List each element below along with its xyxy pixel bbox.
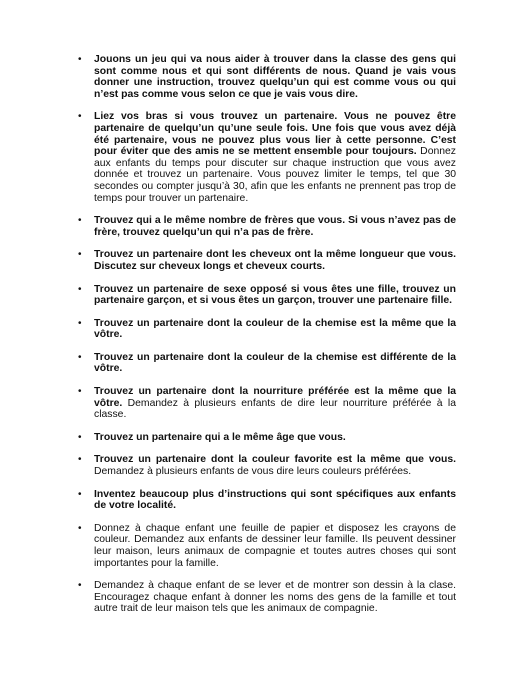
bullet-icon: •	[78, 317, 82, 329]
item-normal-text: Demandez à plusieurs enfants de dire leur nourriture préférée à la classe.	[94, 397, 456, 421]
bullet-icon: •	[78, 54, 82, 65]
list-item	[78, 386, 456, 421]
bullet-icon: •	[78, 488, 82, 500]
item-bold-text: Trouvez un partenaire de sexe opposé si vous êtes une fille, trouvez un partenaire garçon, et si vous êtes un garçon, trouver une partenaire fille.	[94, 283, 456, 307]
item-bold-text: Trouvez un partenaire qui a le même âge que vous.	[94, 431, 346, 443]
list-item	[78, 54, 456, 100]
bullet-icon: •	[78, 580, 82, 592]
instruction-list	[78, 54, 456, 626]
bullet-icon: •	[78, 111, 82, 123]
bullet-icon: •	[78, 215, 82, 227]
item-bold-text: Trouvez qui a le même nombre de frères que vous. Si vous n’avez pas de frère, trouvez quelqu’un qui n’a pas de frère.	[94, 215, 456, 238]
bullet-icon: •	[78, 454, 82, 466]
list-item	[78, 284, 456, 307]
item-normal-text: Demandez à chaque enfant de se lever et de montrer son dessin à la clase. Encouragez chaque enfant à donner les noms des gens de la famille et tout autre trait de leur maison tels que les animaux de compagnie.	[94, 580, 456, 615]
list-item	[78, 318, 456, 341]
bullet-icon: •	[78, 283, 82, 295]
list-item	[78, 352, 456, 375]
item-normal-text: Donnez aux enfants du temps pour discuter sur chaque instruction que vous avez donnée et trouvez un partenaire. Vous pouvez limiter le temps, tel que 30 secondes ou compter jusqu’à 30, afin que les enfants ne prennent pas trop de temps pour trouver un partenaire.	[94, 146, 456, 204]
item-bold-text: Trouvez un partenaire dont la couleur de la chemise est différente de la vôtre.	[94, 351, 456, 375]
item-bold-text: Trouvez un partenaire dont la couleur favorite est la même que vous.	[94, 454, 456, 466]
item-bold-text: Jouons un jeu qui va nous aider à trouver dans la classe des gens qui sont comme nous et qui sont différents de nous. Quand je vais vous donner une instruction, trouvez quelqu’un qui est comme vous ou qui n’est pas comme vous selon ce que je vais vous dire.	[94, 54, 456, 100]
list-item	[78, 454, 456, 477]
bullet-icon: •	[78, 386, 82, 398]
list-item	[78, 432, 456, 444]
item-bold-text: Trouvez un partenaire dont la couleur de la chemise est la même que la vôtre.	[94, 317, 456, 341]
item-bold-text: Trouvez un partenaire dont la nourriture préférée est la même que la vôtre.	[94, 386, 456, 409]
list-item	[78, 523, 456, 569]
list-item	[78, 111, 456, 204]
item-normal-text: Donnez à chaque enfant une feuille de papier et disposez les crayons de couleur. Demandez aux enfants de dessiner leur famille. Ils peuvent dessiner leur maison, leurs animaux de compagnie et toutes autres choses qui sont importantes pour la famille.	[94, 522, 456, 569]
bullet-icon: •	[78, 249, 82, 261]
bullet-icon: •	[78, 351, 82, 363]
list-item	[78, 249, 456, 272]
list-item	[78, 215, 456, 238]
bullet-icon: •	[78, 522, 82, 534]
item-normal-text: Demandez à plusieurs enfants de vous dire leurs couleurs préférées.	[94, 466, 412, 478]
bullet-icon: •	[78, 431, 82, 443]
item-bold-text: Trouvez un partenaire dont les cheveux ont la même longueur que vous. Discutez sur cheveux longs et cheveux courts.	[94, 249, 456, 272]
list-item	[78, 489, 456, 512]
item-bold-text: Liez vos bras si vous trouvez un partenaire. Vous ne pouvez être partenaire de quelqu’un qu’une seule fois. Une fois que vous avez déjà été partenaire, vous ne pouvez plus vous lier à cette personne. C’est pour éviter que des amis ne se mettent ensemble pour toujours.	[94, 111, 456, 158]
list-item	[78, 580, 456, 615]
item-bold-text: Inventez beaucoup plus d’instructions qui sont spécifiques aux enfants de votre localité.	[94, 488, 456, 512]
